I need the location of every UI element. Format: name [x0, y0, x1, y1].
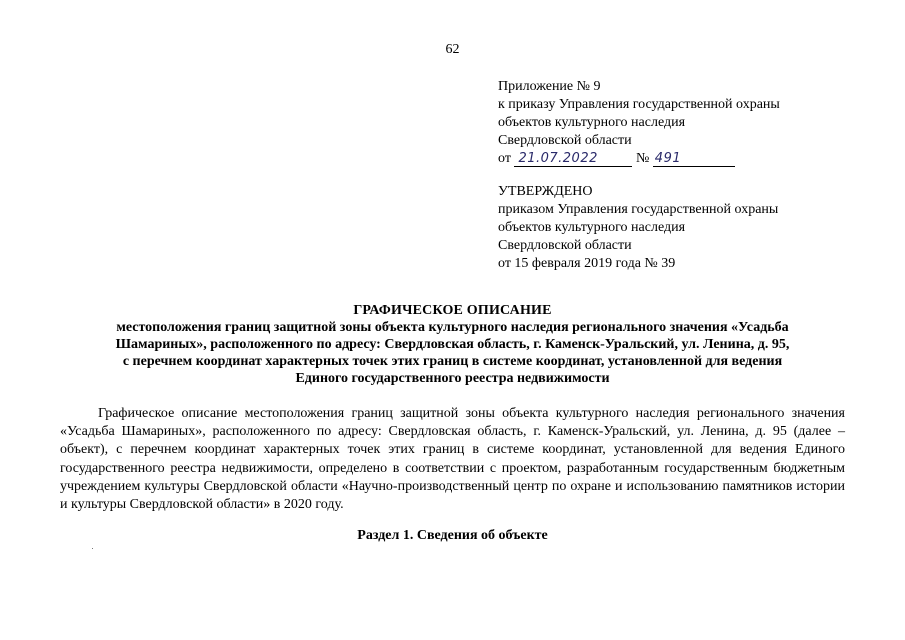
- order-date-prefix: от: [498, 151, 511, 166]
- handwritten-order-date: 21.07.2022: [514, 152, 632, 167]
- handwritten-order-number: 491: [653, 152, 735, 167]
- approved-line: от 15 февраля 2019 года № 39: [498, 256, 676, 271]
- approval-stamp-text: [498, 183, 888, 273]
- body-paragraph: Графическое описание местоположения границ защитной зоны объекта культурного наследия регионального значения «Усадьба Шамариных», расположенного по адресу: Свердловская область, г. Каменск-Уральский, ул. Ленина, д. 95 (далее – объект), с перечнем координат характерных точек этих границ в системе координат, установленной для ведения Единого государственного реестра недвижимости, определено в соответствии с проектом, разработанным государственным бюджетным учреждением культуры Свердловской области «Научно-производственный центр по охране и использованию памятников истории и культуры Свердловской области» в 2020 году.: [60, 406, 845, 513]
- title-line: местоположения границ защитной зоны объекта культурного наследия регионального значения «Усадьба: [116, 320, 789, 335]
- order-reference: [498, 150, 888, 168]
- title-main: ГРАФИЧЕСКОЕ ОПИСАНИЕ: [353, 303, 552, 318]
- scan-speck: [92, 548, 93, 549]
- page-number: 62: [445, 42, 460, 57]
- appendix-header: [498, 78, 888, 168]
- appendix-line: к приказу Управления государственной охраны: [498, 97, 780, 112]
- title-line: с перечнем координат характерных точек этих границ в системе координат, установленной для ведения: [122, 354, 783, 369]
- document-title: [60, 302, 845, 387]
- approved-heading: УТВЕРЖДЕНО: [498, 184, 593, 199]
- approved-line: Свердловской области: [498, 238, 632, 253]
- approved-line: объектов культурного наследия: [498, 220, 686, 235]
- order-number-prefix: №: [635, 151, 650, 166]
- title-line: Шамариных», расположенного по адресу: Свердловская область, г. Каменск-Уральский, ул. Ленина, д. 95,: [115, 337, 790, 352]
- appendix-line: Свердловской области: [498, 133, 632, 148]
- appendix-title: Приложение № 9: [498, 79, 601, 94]
- section-heading: Раздел 1. Сведения об объекте: [357, 528, 548, 543]
- appendix-line: объектов культурного наследия: [498, 115, 686, 130]
- approved-line: приказом Управления государственной охраны: [498, 202, 779, 217]
- title-line: Единого государственного реестра недвижимости: [295, 371, 610, 386]
